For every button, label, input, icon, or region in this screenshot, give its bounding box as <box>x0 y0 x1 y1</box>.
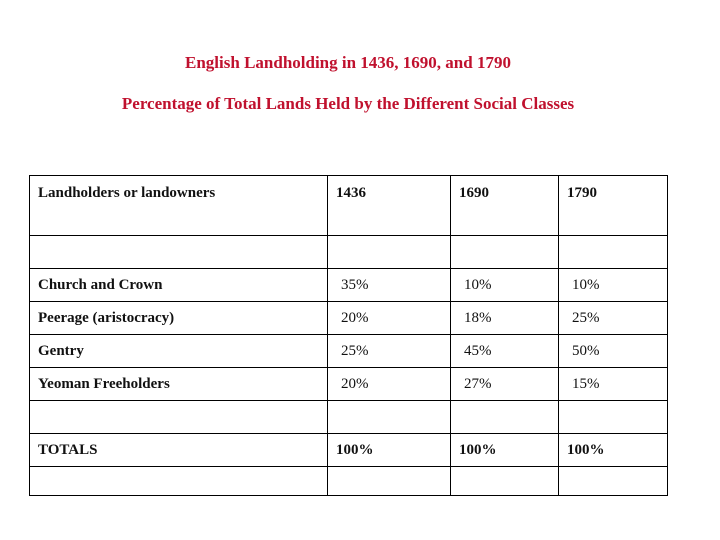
table-row <box>30 269 668 302</box>
table-cell <box>451 236 559 269</box>
table-cell: 25% <box>328 335 451 368</box>
totals-cell: 100% <box>559 434 668 467</box>
table-cell: 20% <box>328 302 451 335</box>
table-cell: 10% <box>559 269 668 302</box>
totals-cell: 100% <box>451 434 559 467</box>
table-cell <box>328 401 451 434</box>
totals-label: TOTALS <box>30 434 328 467</box>
table-cell <box>30 236 328 269</box>
table-row <box>30 335 668 368</box>
table-cell: 18% <box>451 302 559 335</box>
header-cell-1436: 1436 <box>328 176 451 236</box>
header-cell-landholders: Landholders or landowners <box>30 176 328 236</box>
row-label: Yeoman Freeholders <box>30 368 328 401</box>
totals-row <box>30 434 668 467</box>
table-cell: 45% <box>451 335 559 368</box>
table-spacer-row <box>30 236 668 269</box>
table-cell: 10% <box>451 269 559 302</box>
row-label: Peerage (aristocracy) <box>30 302 328 335</box>
table-cell <box>30 467 328 496</box>
table-cell: 50% <box>559 335 668 368</box>
table-cell <box>559 236 668 269</box>
table-header-row <box>30 176 668 236</box>
landholding-table <box>29 175 668 496</box>
header-cell-1690: 1690 <box>451 176 559 236</box>
table-spacer-row <box>30 467 668 496</box>
table-cell <box>559 401 668 434</box>
table-spacer-row <box>30 401 668 434</box>
table-cell: 25% <box>559 302 668 335</box>
table-cell <box>451 467 559 496</box>
table-cell <box>559 467 668 496</box>
table-cell: 15% <box>559 368 668 401</box>
row-label: Church and Crown <box>30 269 328 302</box>
table-cell <box>328 236 451 269</box>
row-label: Gentry <box>30 335 328 368</box>
table-cell: 27% <box>451 368 559 401</box>
header-cell-1790: 1790 <box>559 176 668 236</box>
table-cell: 20% <box>328 368 451 401</box>
table-cell <box>30 401 328 434</box>
table-cell: 35% <box>328 269 451 302</box>
table-cell <box>328 467 451 496</box>
page-title: English Landholding in 1436, 1690, and 1790 <box>185 53 511 72</box>
table-row <box>30 368 668 401</box>
table-row <box>30 302 668 335</box>
page-subtitle: Percentage of Total Lands Held by the Different Social Classes <box>121 94 575 113</box>
totals-cell: 100% <box>328 434 451 467</box>
table-cell <box>451 401 559 434</box>
